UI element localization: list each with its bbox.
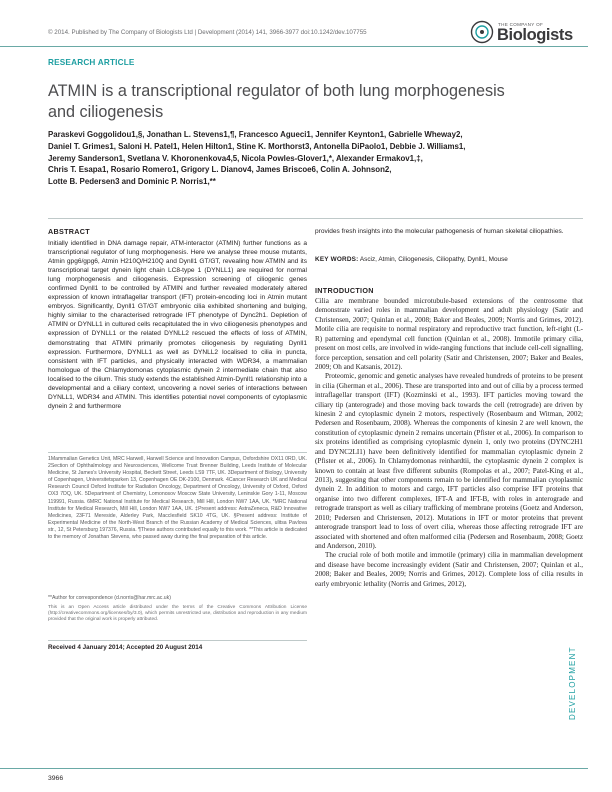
footer-rule xyxy=(0,768,588,769)
abstract-text: Initially identified in DNA damage repair, ATM-interactor (ATMIN) further functions as a transcriptional regulator of lung morphogenesis. Here we analyse three mouse mutants, Atmin gpg6/gpg6, Atmin H210Q/H210Q and Dynll1 GT/GT, revealing how ATMIN and its transcriptional target dynein light chain LC8-type 1 (DYNLL1) are required for normal lung morphogenesis and ciliogenesis. Expression screening of ciliogenic genes confirmed Dynll1 to be controlled by ATMIN and further revealed moderately altered expression of known intraflagellar transport (IFT) protein-encoding loci in Atmin mutant embryos. Significantly, Dynll1 GT/GT embryonic cilia exhibited shortening and bulging, highly similar to the characterised retrograde IFT phenotype of Dync2h1. Depletion of ATMIN or DYNLL1 in cultured cells recapitulated the in vivo ciliogenesis phenotypes and expression of DYNLL1 or the related DYNLL2 rescued the effects of loss of ATMIN, demonstrating that ATMIN primarily promotes ciliogenesis by regulating Dynll1 expression. Furthermore, DYNLL1 as well as DYNLL2 localised to cilia in puncta, consistent with IFT particles, and physically interacted with WDR34, a mammalian homologue of the Chlamydomonas cytoplasmic dynein 2 intermediate chain that also localised to the cilium. This study extends the established Atmin-Dynll1 relationship into a developmental and a ciliary context, uncovering a novel series of interactions between DYNLL1, WDR34 and ATMIN. This identifies potential novel components of cytoplasmic dynein 2 and furthermore xyxy=(48,240,307,410)
keywords-label: KEY WORDS: xyxy=(315,256,359,263)
affiliations xyxy=(48,456,307,541)
authors-divider xyxy=(48,218,583,219)
publisher-logo xyxy=(470,20,580,46)
introduction-body xyxy=(315,297,583,757)
author-list xyxy=(48,129,583,188)
author-line: Chris T. Esapa1, Rosario Romero1, Grigory L. Dianov4, James Briscoe6, Colin A. Johnson2, xyxy=(48,165,392,175)
corresponding-author: **Author for correspondence (d.norris@har.mrc.ac.uk) xyxy=(48,595,171,601)
received-dates: Received 4 January 2014; Accepted 20 August 2014 xyxy=(48,640,307,651)
keywords xyxy=(315,255,583,264)
logo-big-text: Biologists xyxy=(497,26,573,44)
section-label: RESEARCH ARTICLE xyxy=(48,58,135,67)
introduction-heading: INTRODUCTION xyxy=(315,286,374,295)
logo-small-text: THE COMPANY OF xyxy=(498,22,544,27)
abstract-heading: ABSTRACT xyxy=(48,227,90,236)
journal-side-label: DEVELOPMENT xyxy=(568,646,577,720)
logo-mark-icon xyxy=(470,20,494,44)
intro-paragraph: Proteomic, genomic and genetic analyses have revealed hundreds of proteins to be present in cilia (Gherman et al., 2006). These are transported into and out of cilia by a process termed intraflagellar transport (IFT) (Kozminski et al., 1993). IFT particles moving toward the ciliary tip (anterograde) and those moving back towards the cell (retrograde) are driven by kinesin 2 and cytoplasmic dynein 2 motors, respectively (Rosenbaum and Witman, 2002; Pedersen and Rosenbaum, 2008). Whereas the components of kinesin 2 are well known, the constitution of cytoplasmic dynein 2 remains uncertain (Pfister et al., 2006). In comparison to six proteins identified as comprising cytoplasmic dynein 1, only two proteins (DYNC2H1 and DYNC2LI1) have been definitively identified for mammalian cytoplasmic dynein 2 (Pfister et al., 2006). In Chlamydomonas reinhardtii, the cytoplasmic dynein 2 complex is known to contain at least five different subunits (Rompolas et al., 2007; Patel-King et al., 2013), suggesting that other components remain to be identified for mammalian cytoplasmic dynein 2. In addition to motors and cargo, IFT particles also comprise IFT proteins that organise into two different complexes, IFT-A and IFT-B, with roles in anterograde and retrograde transport as well as ciliary trafficking of membrane proteins (Goetz and Anderson, 2010; Pedersen and Christensen, 2012). Mutations in IFT or motor proteins that prevent anterograde transport lead to loss of overt cilia, whereas those affecting retrograde IFT are associated with shortened and often malformed cilia (Pedersen and Rosenbaum, 2008; Goetz and Anderson, 2010). xyxy=(315,372,583,550)
affiliations-text: 1Mammalian Genetics Unit, MRC Harwell, Harwell Science and Innovation Campus, Oxfordshire OX11 0RD, UK. 2Section of Ophthalmology and Neurosciences, Wellcome Trust Brenner Building, Leeds Institute of Molecular Medicine, St James's University Hospital, Beckett Street, Leeds LS9 7TF, UK. 3Department of Biology, University of Copenhagen, Universitetsparken 13, Copenhagen OE DK-2100, Denmark. 4Cancer Research UK and Medical Research Council Oxford Institute for Radiation Oncology, Department of Oncology, University of Oxford, Oxford OX3 7DQ, UK. 5Department of Chemistry, Lomonosov Moscow State University, Leninskie Gory 1-11, Moscow 119991, Russia. 6MRC National Institute for Medical Research, Mill Hill, London NW7 1AA, UK. *MRC National Institute for Medical Research, Mill Hill, London NW7 1AA, UK. ‡Present address: AstraZeneca, R&D Innovative Medicines, 23F71 Mereside, Alderley Park, Macclesfield SK10 4TG, UK. §Present address: Institute of Experimental Medicine of the North-West Branch of the Russian Academy of Medical Sciences, ulitsa Pavlova str., 12, St Petersburg 197376, Russia. ¶These authors contributed equally to this work. **This article is dedicated to the memory of Jonathan Stevens, who passed away during the final preparation of this article. xyxy=(48,456,307,541)
abstract-continuation: provides fresh insights into the molecular pathogenesis of human skeletal ciliopathies. xyxy=(315,228,564,235)
license-statement: This is an Open Access article distributed under the terms of the Creative Commons Attribution License (http://creativecommons.org/licenses/by/3.0), which permits unrestricted use, distribution and reproduction in any medium provided that the original work is properly attributed. xyxy=(48,605,307,623)
keywords-text: Asciz, Atmin, Ciliogenesis, Ciliopathy, Dynll1, Mouse xyxy=(359,256,508,263)
article-title: ATMIN is a transcriptional regulator of both lung morphogenesis and ciliogenesis xyxy=(48,82,505,121)
author-line: Paraskevi Goggolidou1,§, Jonathan L. Stevens1,¶, Francesco Agueci1, Jennifer Keynton1, Gabrielle Wheway2, xyxy=(48,130,463,139)
citation-line: © 2014. Published by The Company of Biologists Ltd | Development (2014) 141, 3966-3977 doi:10.1242/dev.107755 xyxy=(48,29,367,36)
author-line: Lotte B. Pedersen3 and Dominic P. Norris1,** xyxy=(48,177,216,187)
intro-paragraph: The crucial role of both motile and immotile (primary) cilia in mammalian development and disease have become increasingly evident (Satir and Christensen, 2007; Quinlan et al., 2008; Baker and Beales, 2009; Norris and Grimes, 2012). Complete loss of cilia results in early embryonic lethality (Norris and Grimes, 2012), xyxy=(315,551,583,588)
page-number: 3966 xyxy=(48,775,64,782)
author-line: Daniel T. Grimes1, Saloni H. Patel1, Helen Hilton1, Stine K. Morthorst3, Antonella DiPaolo1, Debbie J. Williams1, xyxy=(48,141,466,151)
affiliations-divider xyxy=(48,452,307,453)
author-line: Jeremy Sanderson1, Svetlana V. Khoronenkova4,5, Nicola Powles-Glover1,*, Alexander Ermakov1,‡, xyxy=(48,153,423,163)
intro-paragraph: Cilia are membrane bounded microtubule-based extensions of the centrosome that demonstrate varied roles in mammalian development and adult physiology (Satir and Christensen, 2007; Quinlan et al., 2008; Baker and Beales, 2009; Norris and Grimes, 2012). Motile cilia are requisite to normal respiratory and reproductive tract function, left-right (L-R) patterning and ependymal cell function (Quinlan et al., 2008). Immotile primary cilia, present on most cells, are involved in wide-ranging functions that include cell-cell signalling, force perception, sensation and cell polarity (Satir and Christensen, 2007; Baker and Beales, 2009; Oh and Katsanis, 2012). xyxy=(315,297,583,371)
header-rule xyxy=(0,46,588,47)
